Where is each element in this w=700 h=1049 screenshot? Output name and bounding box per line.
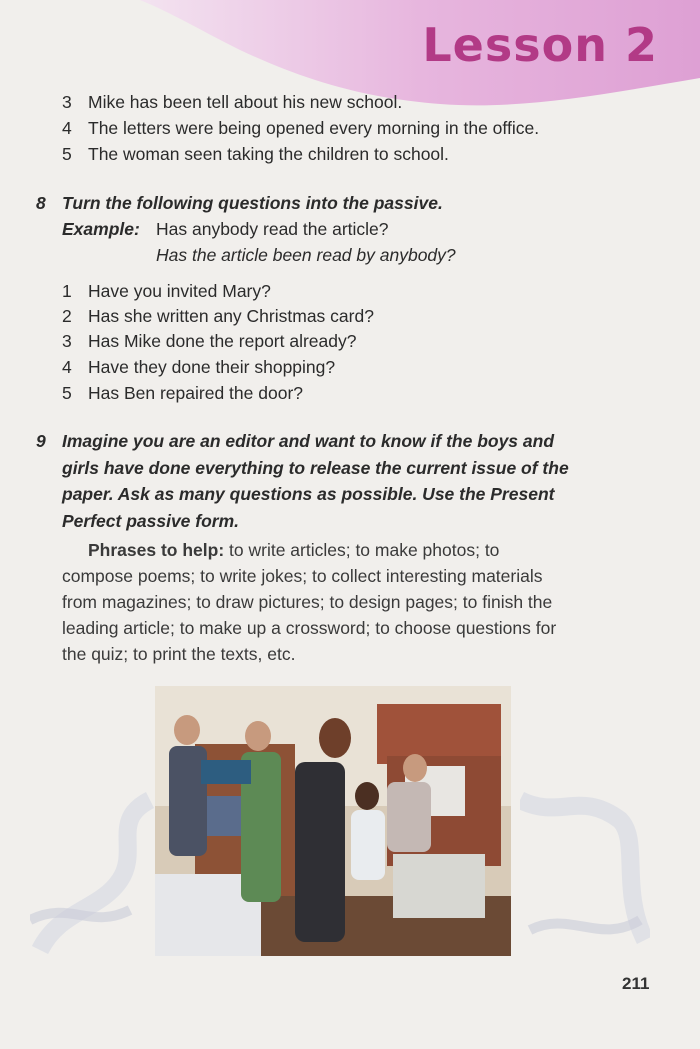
item-number: 3 [62, 92, 72, 112]
exercise-instruction: Turn the following questions into the passive. [62, 193, 443, 213]
classroom-photo-illustration [155, 686, 511, 956]
item-text: Has Ben repaired the door? [88, 383, 303, 403]
exercise-instruction-line: girls have done everything to release the current issue of the [62, 458, 569, 478]
exercise-number: 9 [36, 431, 46, 451]
item-text: Has she written any Christmas card? [88, 306, 374, 326]
item-text: Have you invited Mary? [88, 281, 271, 301]
decorative-swirl [520, 760, 650, 960]
example-answer: Has the article been read by anybody? [156, 245, 456, 265]
item-number: 4 [62, 357, 72, 377]
item-number: 1 [62, 281, 72, 301]
exercise-instruction-line: Imagine you are an editor and want to know if the boys and [62, 431, 555, 451]
item-number: 2 [62, 306, 72, 326]
phrases-label: Phrases to help: [88, 540, 225, 560]
decorative-swirl [30, 760, 160, 960]
item-text: The woman seen taking the children to school. [88, 144, 449, 164]
item-text: The letters were being opened every morning in the office. [88, 118, 540, 138]
exercise-number: 8 [36, 193, 46, 213]
exercise-instruction-line: paper. Ask as many questions as possible. Use the Present [62, 484, 555, 504]
example-label: Example: [62, 219, 140, 239]
item-text: Mike has been tell about his new school. [88, 92, 403, 112]
item-number: 4 [62, 118, 72, 138]
lesson-title: Lesson 2 [422, 18, 658, 72]
phrases-line: compose poems; to write jokes; to collect interesting materials [62, 566, 543, 586]
page-number: 211 [622, 974, 650, 993]
item-number: 5 [62, 144, 72, 164]
exercise-instruction-line: Perfect passive form. [62, 511, 240, 531]
phrases-text: to write articles; to make photos; to [224, 540, 500, 560]
example-question: Has anybody read the article? [156, 219, 389, 239]
phrases-line [88, 539, 499, 561]
item-number: 5 [62, 383, 72, 403]
item-text: Have they done their shopping? [88, 357, 336, 377]
item-text: Has Mike done the report already? [88, 331, 357, 351]
item-number: 3 [62, 331, 72, 351]
phrases-line: from magazines; to draw pictures; to design pages; to finish the [62, 592, 553, 612]
phrases-line: the quiz; to print the texts, etc. [62, 644, 296, 664]
phrases-line: leading article; to make up a crossword; to choose questions for [62, 618, 557, 638]
classroom-photo [155, 686, 511, 956]
